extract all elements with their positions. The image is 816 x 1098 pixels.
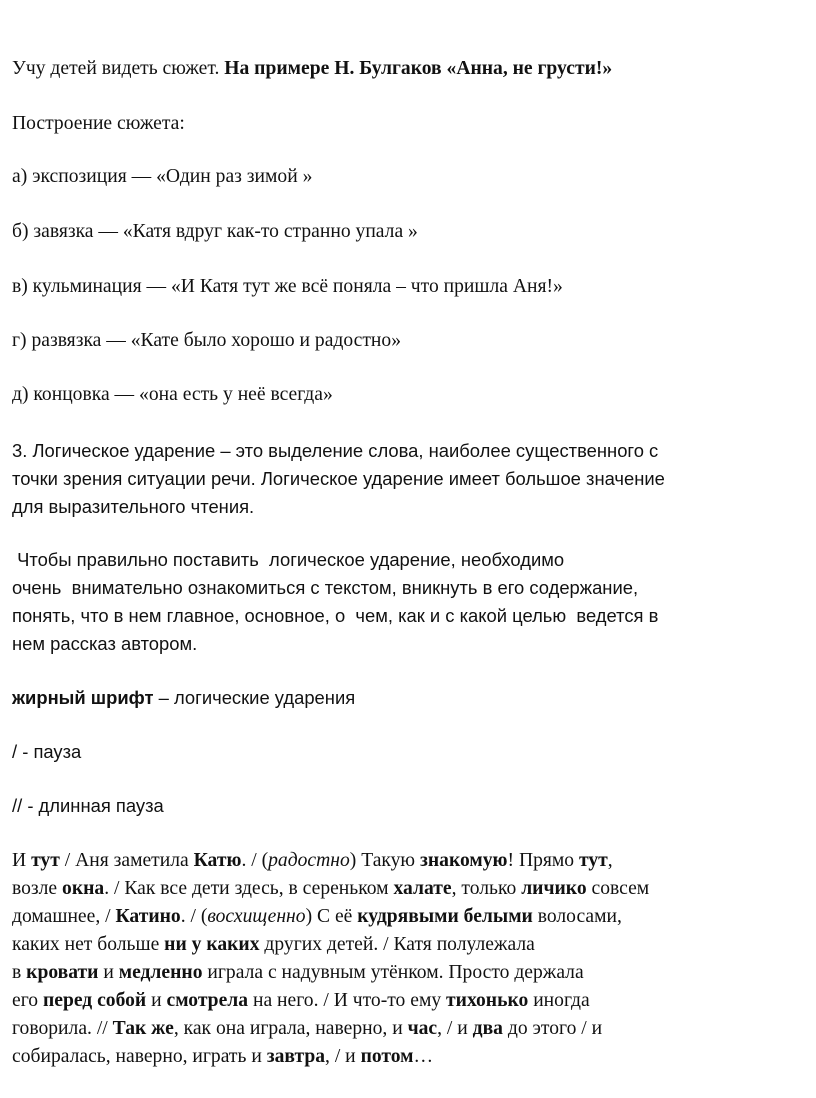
passage-text: И [12, 850, 32, 871]
passage-text: , [607, 850, 613, 871]
passage-line [12, 903, 622, 931]
advice-line: Чтобы правильно поставить логическое ударение, необходимо [12, 549, 565, 570]
passage-text: ! Прямо [507, 850, 579, 871]
passage-text: домашнее, / [12, 906, 116, 927]
passage-text: … [413, 1046, 434, 1067]
passage-text: , / и [437, 1018, 473, 1039]
advice-line: нем рассказ автором. [12, 633, 198, 654]
passage-line [12, 1015, 602, 1043]
passage-text: совсем [586, 878, 650, 899]
passage-text: других детей. / Катя полулежала [259, 934, 535, 955]
passage-text: волосами, [532, 906, 622, 927]
passage-text: и [98, 962, 119, 983]
passage-text: / Аня заметила [59, 850, 194, 871]
stressed-word: Катю [193, 850, 242, 871]
passage-text: собиралась, наверно, играть и [12, 1046, 267, 1067]
stressed-word: тут [31, 850, 60, 871]
passage-line [12, 931, 535, 959]
stressed-word: медленно [118, 962, 203, 983]
stressed-word: личико [521, 878, 587, 899]
passage-line [12, 959, 584, 987]
plot-item: в) кульминация — «И Катя тут же всё поняла – что пришла Аня!» [12, 276, 563, 297]
plot-item: а) экспозиция — «Один раз зимой » [12, 166, 313, 187]
intonation-note: радостно [268, 850, 350, 871]
passage-text: , / и [325, 1046, 361, 1067]
passage-text: каких нет больше [12, 934, 165, 955]
legend-bold-desc: – логические ударения [153, 687, 356, 708]
stressed-word: окна [62, 878, 105, 899]
passage-text: иногда [528, 990, 590, 1011]
stressed-word: час [407, 1018, 438, 1039]
section3-line: точки зрения ситуации речи. Логическое ударение имеет большое значение [12, 468, 665, 489]
advice-line: понять, что в нем главное, основное, о чем, как и с какой целью ведется в [12, 605, 659, 626]
plot-item: д) концовка — «она есть у неё всегда» [12, 384, 333, 405]
passage-text: . / ( [180, 906, 208, 927]
plot-item: г) развязка — «Кате было хорошо и радостно» [12, 330, 402, 351]
passage-line [12, 1043, 433, 1071]
passage-text: и [146, 990, 167, 1011]
stressed-word: два [472, 1018, 503, 1039]
legend-bold-term: жирный шрифт [12, 687, 154, 708]
stressed-word: перед собой [42, 990, 147, 1011]
passage-line [12, 875, 649, 903]
plot-heading: Построение сюжета: [12, 113, 185, 134]
passage-text: на него. / И что-то ему [248, 990, 447, 1011]
legend-pause: / - пауза [12, 741, 82, 762]
passage-text: ) Такую [349, 850, 420, 871]
section3-line: для выразительного чтения. [12, 496, 255, 517]
title-bold: На примере Н. Булгаков «Анна, не грусти!» [224, 58, 613, 79]
stressed-word: ни у каких [164, 934, 260, 955]
passage-text: , только [451, 878, 522, 899]
stressed-word: кровати [26, 962, 99, 983]
title-line [12, 55, 612, 83]
stressed-word: завтра [266, 1046, 326, 1067]
title-prefix: Учу детей видеть сюжет. [12, 58, 225, 79]
stressed-word: тут [579, 850, 608, 871]
stressed-word: Так же [112, 1018, 174, 1039]
passage-text: возле [12, 878, 63, 899]
plot-item: б) завязка — «Катя вдруг как-то странно упала » [12, 221, 418, 242]
passage-line [12, 847, 613, 875]
stressed-word: кудрявыми белыми [357, 906, 533, 927]
passage-text: до этого / и [502, 1018, 603, 1039]
passage-text: , как она играла, наверно, и [173, 1018, 408, 1039]
legend-bold [12, 684, 355, 712]
passage-text: . / Как все дети здесь, в сереньком [104, 878, 394, 899]
stressed-word: смотрела [166, 990, 249, 1011]
advice-line: очень внимательно ознакомиться с текстом, вникнуть в его содержание, [12, 577, 639, 598]
passage-text: . / ( [241, 850, 269, 871]
passage-text: говорила. // [12, 1018, 113, 1039]
stressed-word: Катино [115, 906, 181, 927]
stressed-word: тихонько [446, 990, 529, 1011]
passage-text: в [12, 962, 27, 983]
stressed-word: знакомую [419, 850, 508, 871]
section3-line: 3. Логическое ударение – это выделение слова, наиболее существенного с [12, 440, 659, 461]
stressed-word: потом [360, 1046, 414, 1067]
intonation-note: восхищенно [207, 906, 306, 927]
passage-text: ) С её [305, 906, 358, 927]
legend-long-pause: // - длинная пауза [12, 795, 164, 816]
passage-line [12, 987, 590, 1015]
stressed-word: халате [393, 878, 452, 899]
passage-text: его [12, 990, 43, 1011]
passage-text: играла с надувным утёнком. Просто держала [202, 962, 584, 983]
